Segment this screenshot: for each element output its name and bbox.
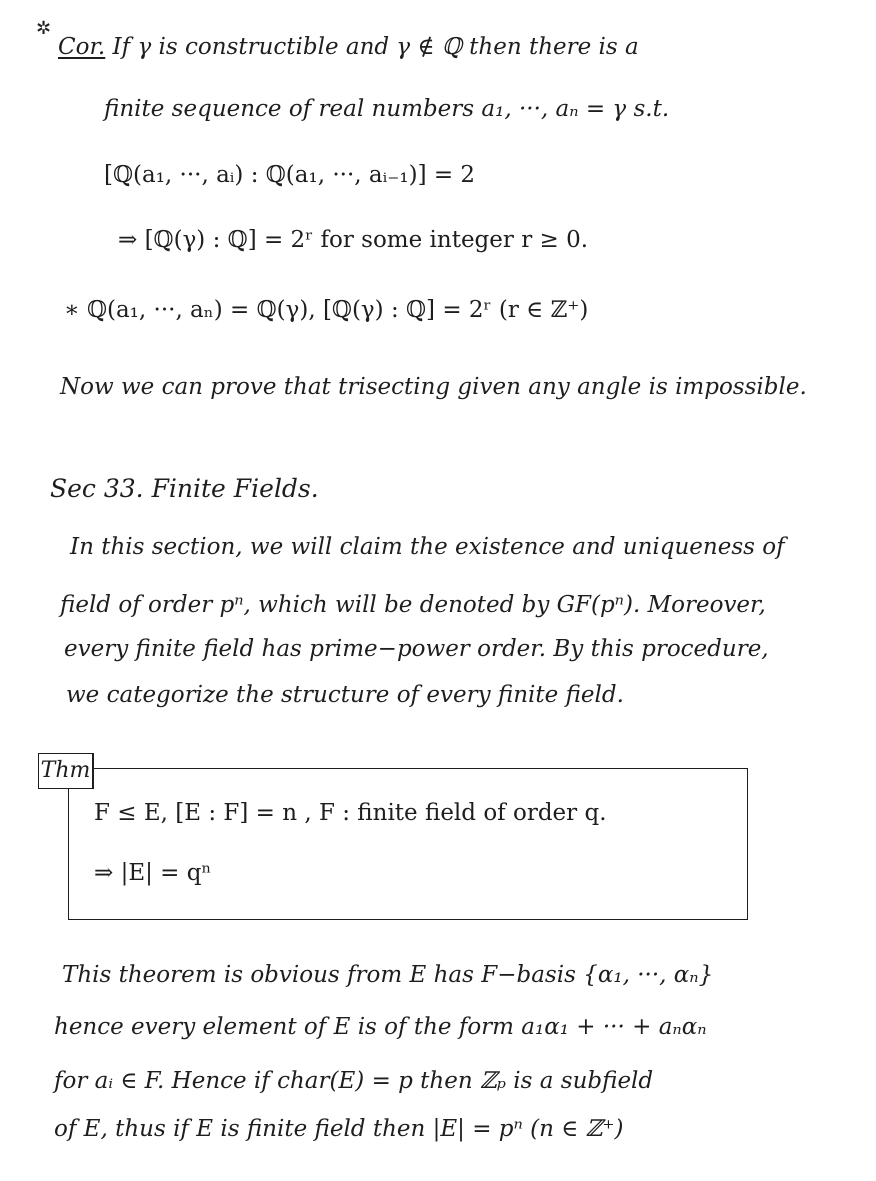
- proof-line: of E, thus if E is finite field then |E| = pⁿ (n ∈ ℤ⁺): [54, 1116, 624, 1142]
- corollary-line-4: ⇒ [ℚ(γ) : ℚ] = 2ʳ for some integer r ≥ 0.: [118, 227, 589, 253]
- theorem-box: [68, 768, 748, 920]
- proof-line: hence every element of E is of the form a₁α₁ + ··· + aₙαₙ: [54, 1014, 707, 1040]
- intro-line: every finite field has prime−power order. By this procedure,: [64, 636, 769, 662]
- theorem-tag: Thm: [38, 753, 94, 789]
- corollary-statement-1: If γ is constructible and γ ∉ ℚ then there is a: [112, 34, 639, 60]
- corollary-line-2: finite sequence of real numbers a₁, ···, aₙ = γ s.t.: [104, 96, 670, 122]
- star-icon: ✲: [36, 18, 52, 39]
- proof-line: for aᵢ ∈ F. Hence if char(E) = p then ℤₚ is a subfield: [54, 1068, 654, 1094]
- intro-line: field of order pⁿ, which will be denoted by GF(pⁿ). Moreover,: [60, 592, 766, 618]
- corollary-label: Cor.: [58, 34, 106, 60]
- corollary-line-5: ∗ ℚ(a₁, ···, aₙ) = ℚ(γ), [ℚ(γ) : ℚ] = 2ʳ (r ∈ ℤ⁺): [64, 297, 589, 323]
- theorem-line-2: ⇒ |E| = qⁿ: [94, 860, 212, 886]
- trisect-note: Now we can prove that trisecting given any angle is impossible.: [60, 374, 807, 400]
- corollary-line-1: [58, 32, 639, 62]
- intro-line: we categorize the structure of every finite field.: [66, 682, 624, 708]
- proof-line: This theorem is obvious from E has F−basis {α₁, ···, αₙ}: [62, 962, 714, 988]
- corollary-line-3: [ℚ(a₁, ···, aᵢ) : ℚ(a₁, ···, aᵢ₋₁)] = 2: [104, 162, 476, 188]
- section-heading: Sec 33. Finite Fields.: [50, 474, 319, 503]
- intro-line: In this section, we will claim the existence and uniqueness of: [70, 534, 785, 560]
- theorem-line-1: F ≤ E, [E : F] = n , F : finite field of order q.: [94, 800, 607, 826]
